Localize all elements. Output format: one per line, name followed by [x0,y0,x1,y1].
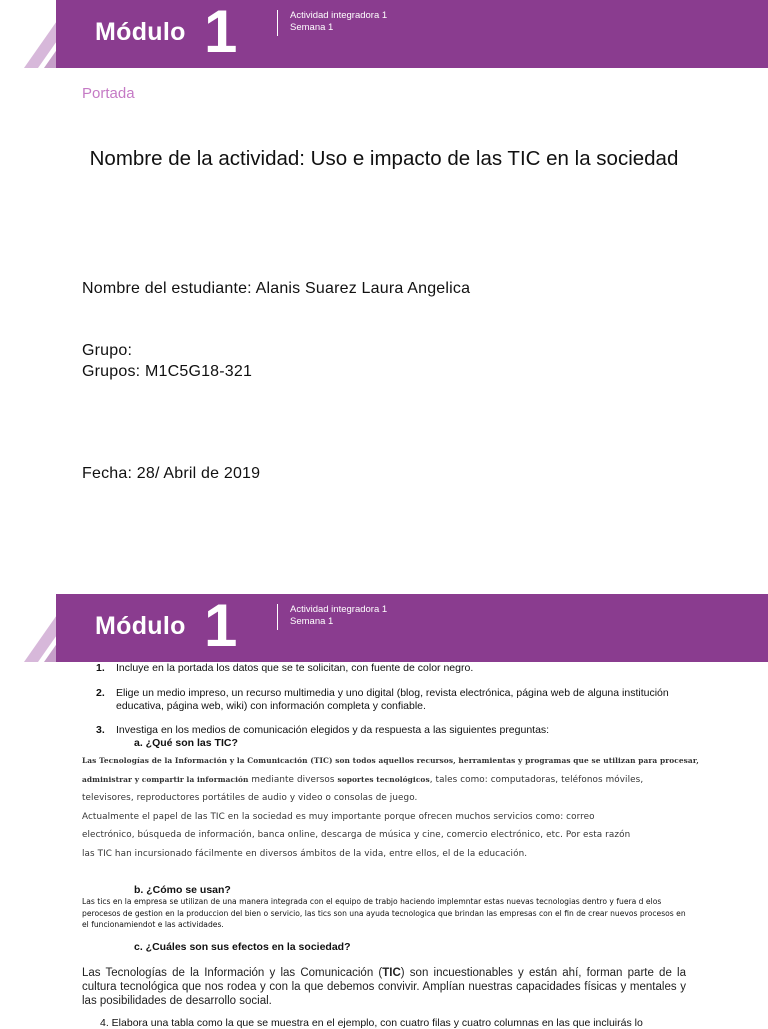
question-b: b. ¿Cómo se usan? [134,884,231,896]
answer-c-text: ) son incuestionables y están ahí, forman parte de la cultura tecnológica que nos rodea y con la que debemos convivir. Amplían nuestras capacidades físicas y mentales y las posibilidades de desarrollo social. [82,967,686,1007]
item-number: 2. [96,687,105,699]
item-number: 1. [96,662,105,674]
item-4-text: 4. Elabora una tabla como la que se muestra en el ejemplo, con cuatro filas y cuatro columnas en las que incluirás lo [100,1017,643,1029]
question-a: a. ¿Qué son las TIC? [134,737,238,749]
banner-activity [290,10,387,34]
answer-c-bold: TIC [382,967,401,979]
week-label: Semana 1 [290,616,334,627]
answer-c [82,966,686,1008]
list-item [96,662,716,682]
module-word: Módulo [95,18,186,46]
student-name: Nombre del estudiante: Alanis Suarez Laura Angelica [82,280,471,297]
module-number: 1 [204,592,238,659]
activity-title: Actividad integradora 1 [290,10,388,21]
answer-a-bold: soportes tecnológicos [337,774,430,784]
item-text: Incluye en la portada los datos que se te solicitan, con fuente de color negro. [116,662,474,674]
groups-value: Grupos: M1C5G18-321 [82,363,253,380]
module-banner [0,0,768,68]
answer-b: Las tics en la empresa se utilizan de una manera integrada con el equipo de trabjo haciendo implemntar estas nuevas tecnologias dentro y fuera d elos perocesos de gestion en la produccion del bien o servicio, las tics son una ayuda tecnologica que brindan las empresas con el fin de crear nuevos procesos en el funcionamiendot e las actividades. [82,897,686,929]
answer-a-line: Actualmente el papel de las TIC en la sociedad es muy importante porque ofrecen muchos servicios como: correo [82,811,595,822]
answer-c-text: Las Tecnologías de la Información y las Comunicación ( [82,967,383,979]
item-text: Elige un medio impreso, un recurso multimedia y uno digital (blog, revista electrónica, página web de alguna institución educativa, página web, wiki) con información completa y confiable. [116,687,669,712]
answer-a-line [82,752,702,771]
banner-divider [277,10,278,36]
answer-a-bold: Las Tecnologías de la Información y la Comunicación (TIC) son todos aquellos recursos, herramientas y programas que se utilizan para procesar, [82,756,699,765]
answer-a-text: , tales como: computadoras, teléfonos móviles, [429,774,644,785]
section-label: Portada [82,85,135,102]
activity-title: Actividad integradora 1 [290,604,388,615]
module-banner [0,594,768,662]
group-label: Grupo: [82,342,133,359]
module-number: 1 [204,0,238,65]
banner-divider [277,604,278,630]
answer-a-line [82,771,702,790]
banner-activity [290,604,387,628]
module-word: Módulo [95,612,186,640]
answer-a-line: las TIC han incursionado fácilmente en diversos ámbitos de la vida, entre ellos, el de la educación. [82,848,528,859]
week-label: Semana 1 [290,22,334,33]
item-number: 3. [96,724,105,736]
date: Fecha: 28/ Abril de 2019 [82,465,261,482]
item-text: Investiga en los medios de comunicación elegidos y da respuesta a las siguientes preguntas: [116,724,550,736]
answer-a-line: electrónico, búsqueda de información, banca online, descarga de música y cine, comercio electrónico, etc. Por esta razón [82,830,631,840]
answer-a-text: mediante diversos [248,774,338,785]
answer-a [82,752,702,863]
answer-a-line: televisores, reproductores portátiles de audio y video o consolas de juego. [82,793,418,803]
answer-a-bold: administrar y compartir la información [82,774,249,784]
question-c: c. ¿Cuáles son sus efectos en la sociedad? [134,941,351,953]
activity-name: Nombre de la actividad: Uso e impacto de las TIC en la sociedad [89,147,679,170]
